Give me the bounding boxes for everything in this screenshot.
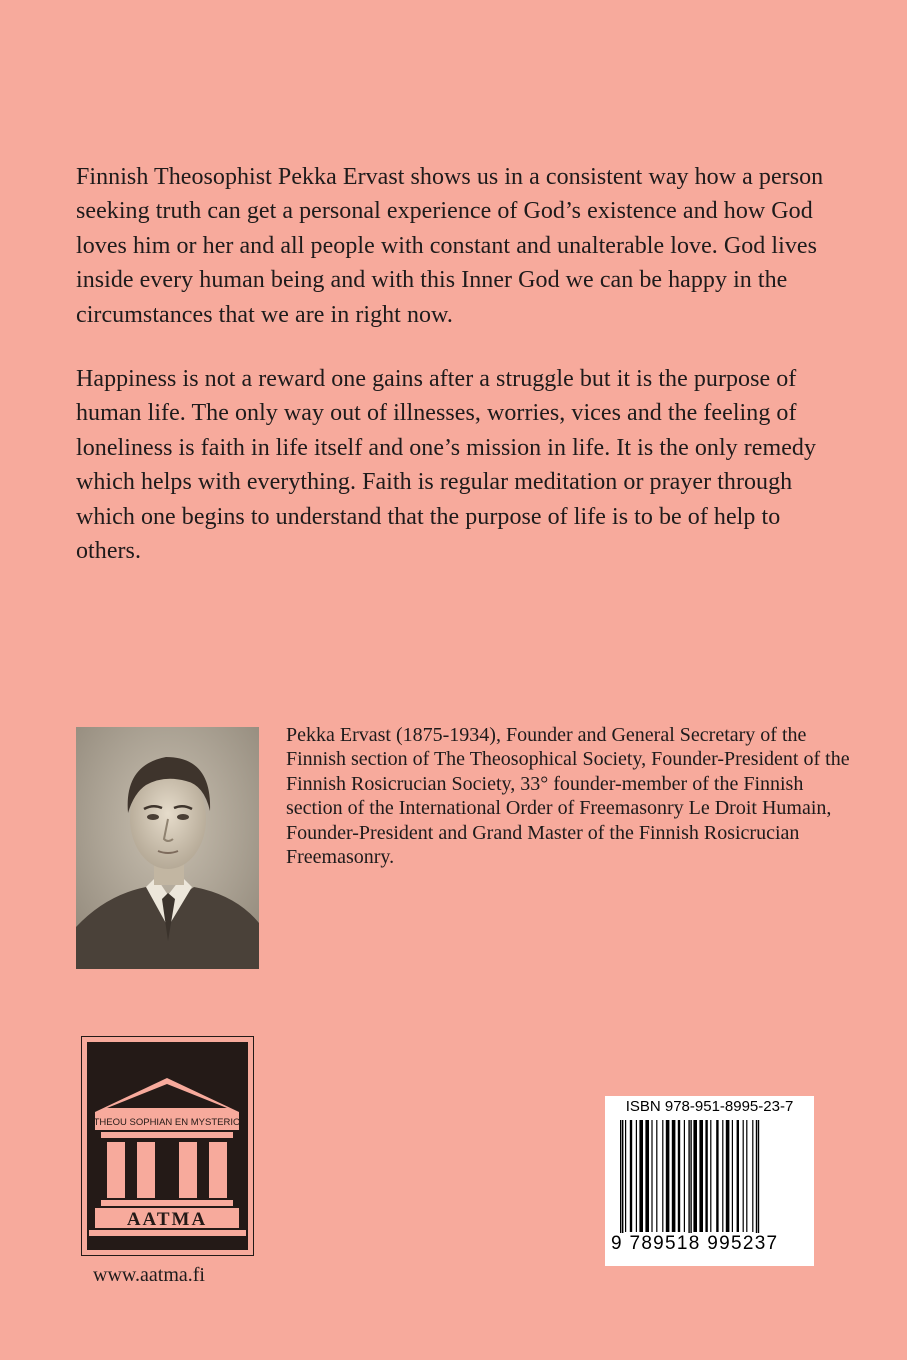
back-cover-blurb [76,160,836,598]
barcode-guard-bar [756,1120,757,1244]
barcode-bar [743,1120,744,1232]
blurb-paragraph-1: Finnish Theosophist Pekka Ervast shows us in a consistent way how a person seeking truth can get a personal experience of God’s existence and how God loves him or her and all people with constant and unalterable love. God lives inside every human being and with this Inner God we can be happy in the circumstances that we are in right now. [76,164,824,328]
barcode-bar [693,1120,697,1232]
author-portrait [76,727,259,969]
barcode-digits: 9 789518 995237 [611,1233,811,1255]
barcode-bar [737,1120,739,1232]
barcode-bar [746,1120,747,1232]
barcode-bar [678,1120,680,1232]
barcode-guard-bar [622,1120,623,1244]
barcode-bar [726,1120,730,1232]
barcode-bar [732,1120,733,1232]
barcode-bar [716,1120,718,1232]
isbn-label: ISBN 978-951-8995-23-7 [625,1098,794,1115]
barcode-bar [656,1120,657,1232]
author-bio: Pekka Ervast (1875-1934), Founder and General Secretary of the Finnish section of The Theosophical Society, Founder-President of the Finnish Rosicrucian Society, 33° founder-member of the Finnish section of the International Order of Freemasonry Le Droit Humain, Founder-President and Grand Master of the Finnish Rosicrucian Freemasonry. [286,724,850,869]
barcode-bars [616,1120,806,1246]
barcode-bar [684,1120,685,1232]
barcode-bar [636,1120,637,1232]
logo-name: AATMA [126,1209,208,1230]
barcode-bar [651,1120,652,1232]
blurb-paragraph-2: Happiness is not a reward one gains after a struggle but it is the purpose of human life. The only way out of illnesses, worries, vices and the feeling of loneliness is faith in life itself and one’s mission in life. It is the only remedy which helps with everything. Faith is regular meditation or prayer through which one begins to understand that the purpose of life is to be of help to others. [76,366,817,565]
logo-motto: THEOU SOPHIAN EN MYSTERIO [93,1117,241,1128]
barcode-bar [672,1120,676,1232]
barcode-bar [639,1120,643,1232]
barcode-bar [705,1120,707,1232]
publisher-logo [81,1036,254,1256]
barcode-bar [699,1120,703,1232]
barcode-bar [645,1120,649,1232]
barcode-bar [752,1120,753,1232]
barcode-bar [710,1120,711,1232]
isbn-barcode [605,1096,814,1266]
barcode-guard-bar [620,1120,621,1244]
barcode-guard-bar [690,1120,691,1244]
barcode-bar [666,1120,670,1232]
barcode-bar [625,1120,626,1232]
barcode-guard-bar [758,1120,759,1244]
barcode-bar [662,1120,663,1232]
barcode-bar [630,1120,632,1232]
barcode-guard-bar [688,1120,689,1244]
publisher-website: www.aatma.fi [93,1264,205,1286]
barcode-bar [722,1120,723,1232]
